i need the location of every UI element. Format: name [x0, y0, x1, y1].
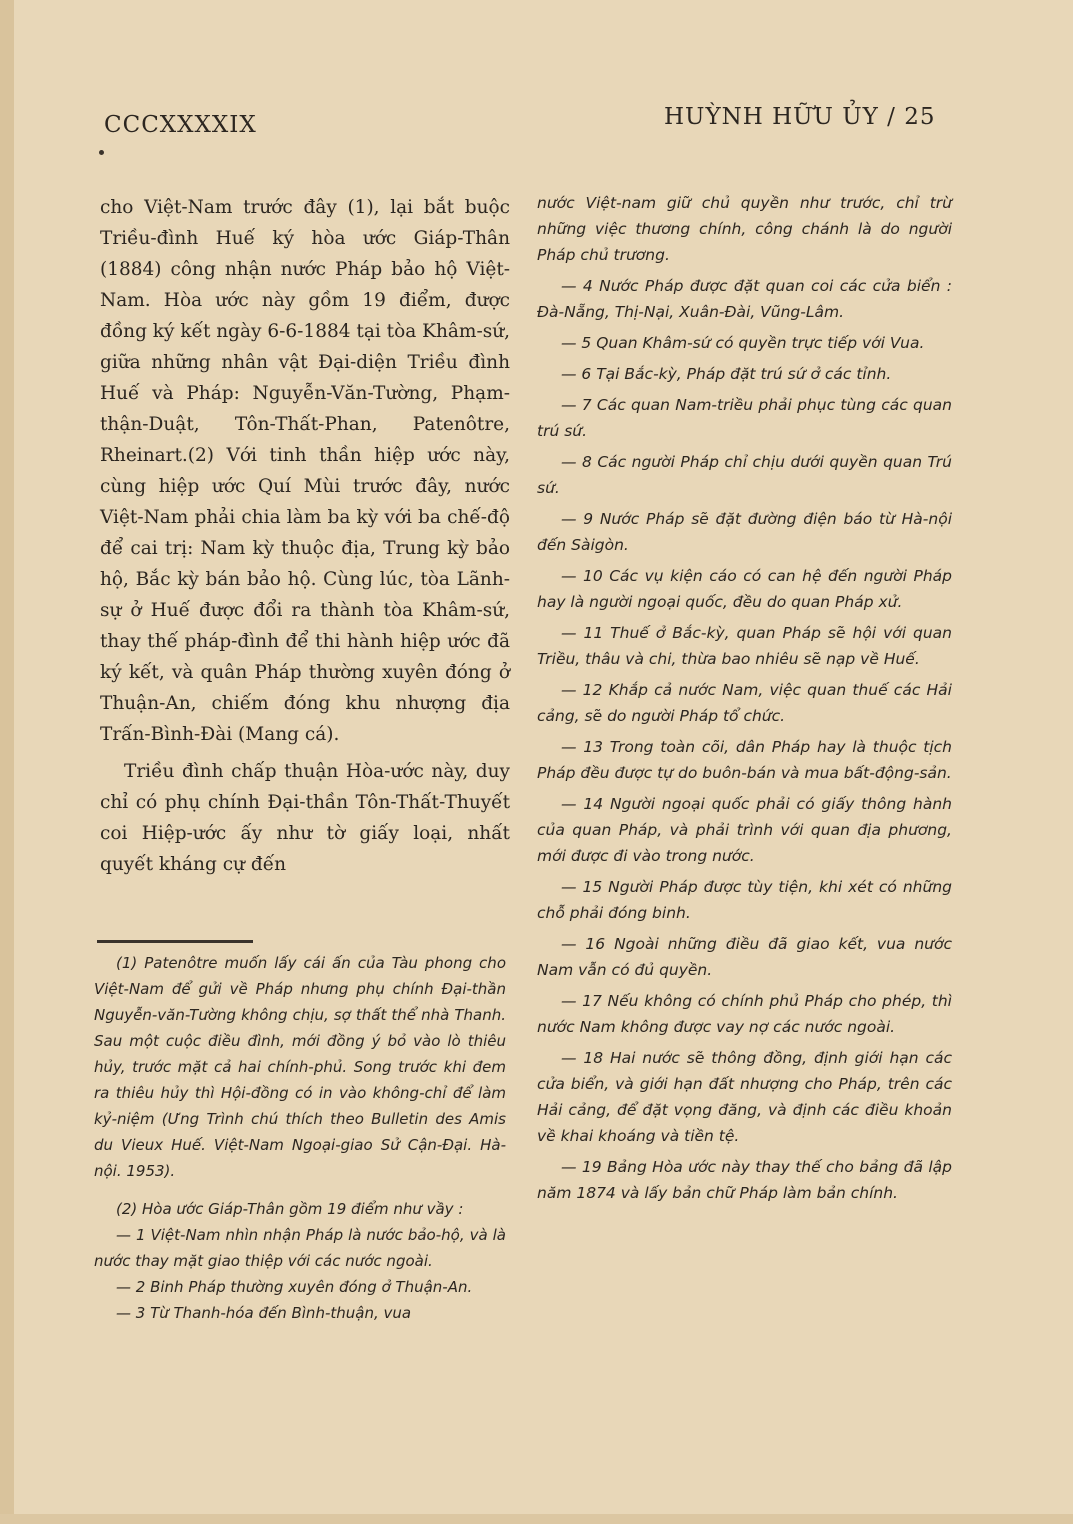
- running-header-right: HUỲNH HỮU ỦY / 25: [664, 104, 936, 130]
- treaty-item: — 19 Bảng Hòa ước này thay thế cho bảng đã lập năm 1874 và lấy bản chữ Pháp làm bản chính.: [537, 1158, 952, 1202]
- treaty-item: — 17 Nếu không có chính phủ Pháp cho phép, thì nước Nam không được vay nợ các nước ngoài.: [537, 992, 952, 1036]
- treaty-item: — 16 Ngoài những điều đã giao kết, vua nước Nam vẫn có đủ quyền.: [537, 935, 952, 979]
- footnote-2-intro: (2) Hòa ước Giáp-Thân gồm 19 điểm như vầy :: [116, 1200, 464, 1218]
- ink-dot: [99, 150, 104, 155]
- treaty-item: — 7 Các quan Nam-triều phải phục tùng các quan trú sứ.: [537, 396, 952, 440]
- treaty-item: — 4 Nước Pháp được đặt quan coi các cửa biển : Đà-Nẵng, Thị-Nại, Xuân-Đài, Vũng-Lâm.: [537, 277, 952, 321]
- treaty-item: — 14 Người ngoại quốc phải có giấy thông hành của quan Pháp, và phải trình với quan địa phương, mới được đi vào trong nước.: [537, 795, 952, 865]
- treaty-item: — 6 Tại Bắc-kỳ, Pháp đặt trú sứ ở các tỉnh.: [561, 365, 892, 383]
- treaty-item: — 9 Nước Pháp sẽ đặt đường điện báo từ Hà-nội đến Sàigòn.: [537, 510, 952, 554]
- footnote-rule: [97, 940, 253, 943]
- treaty-item: — 10 Các vụ kiện cáo có can hệ đến người Pháp hay là người ngoại quốc, đều do quan Pháp xử.: [537, 567, 952, 611]
- treaty-item: — 15 Người Pháp được tùy tiện, khi xét có những chỗ phải đóng binh.: [537, 878, 952, 922]
- treaty-item: — 3 Từ Thanh-hóa đến Bình-thuận, vua: [116, 1304, 412, 1322]
- body-paragraph-2: Triều đình chấp thuận Hòa-ước này, duy chỉ có phụ chính Đại-thần Tôn-Thất-Thuyết coi Hiệp-ước ấy như tờ giấy loại, nhất quyết kháng cự đến: [100, 761, 510, 875]
- treaty-item: nước Việt-nam giữ chủ quyền như trước, chỉ trừ những việc thương chính, công chánh là do người Pháp chủ trương.: [537, 194, 952, 264]
- treaty-item: — 11 Thuế ở Bắc-kỳ, quan Pháp sẽ hội với quan Triều, thâu và chi, thừa bao nhiêu sẽ nạp về Huế.: [537, 624, 952, 668]
- main-text-column: [100, 192, 510, 880]
- treaty-item: — 2 Binh Pháp thường xuyên đóng ở Thuận-An.: [116, 1278, 473, 1296]
- running-header-left: CCCXXXXIX: [104, 112, 257, 138]
- footnote-1: (1) Patenôtre muốn lấy cái ấn của Tàu phong cho Việt-Nam để gửi về Pháp nhưng phụ chính Đại-thần Nguyễn-văn-Tường không chịu, sợ thất thể nhà Thanh. Sau một cuộc điều đình, mới đồng ý bỏ vào lò thiêu hủy, trước mặt cả hai chính-phủ. Song trước khi đem ra thiêu hủy thì Hội-đồng có in vào không-chỉ để làm kỷ-niệm (Ưng Trình chú thích theo Bulletin des Amis du Vieux Huế. Việt-Nam Ngoại-giao Sử Cận-Đại. Hà-nội. 1953).: [94, 954, 506, 1180]
- treaty-item: — 8 Các người Pháp chỉ chịu dưới quyền quan Trú sứ.: [537, 453, 952, 497]
- page-edge-left: [0, 0, 14, 1524]
- treaty-item: — 13 Trong toàn cõi, dân Pháp hay là thuộc tịch Pháp đều được tự do buôn-bán và mua bất-động-sản.: [537, 738, 952, 782]
- treaty-item: — 18 Hai nước sẽ thông đồng, định giới hạn các cửa biển, và giới hạn đất nhượng cho Pháp, trên các Hải cảng, để đặt vọng đăng, và định các điều khoản về khai khoáng và tiền tệ.: [537, 1049, 952, 1145]
- treaty-item: — 1 Việt-Nam nhìn nhận Pháp là nước bảo-hộ, và là nước thay mặt giao thiệp với các nước ngoài.: [94, 1226, 506, 1270]
- footnote-continuation-column: [537, 190, 952, 1211]
- page-edge-bottom: [0, 1514, 1073, 1524]
- treaty-item: — 12 Khắp cả nước Nam, việc quan thuế các Hải cảng, sẽ do người Pháp tổ chức.: [537, 681, 952, 725]
- footnotes-block: [94, 950, 506, 1326]
- body-paragraph-1: cho Việt-Nam trước đây (1), lại bắt buộc Triều-đình Huế ký hòa ước Giáp-Thân (1884) công nhận nước Pháp bảo hộ Việt-Nam. Hòa ước này gồm 19 điểm, được đồng ký kết ngày 6-6-1884 tại tòa Khâm-sứ, giữa những nhân vật Đại-diện Triều đình Huế và Pháp: Nguyễn-Văn-Tường, Phạm-thận-Duật, Tôn-Thất-Phan, Patenôtre, Rheinart.(2) Với tinh thần hiệp ước này, cùng hiệp ước Quí Mùi trước đây, nước Việt-Nam phải chia làm ba kỳ với ba chế-độ để cai trị: Nam kỳ thuộc địa, Trung kỳ bảo hộ, Bắc kỳ bán bảo hộ. Cùng lúc, tòa Lãnh-sự ở Huế được đổi ra thành tòa Khâm-sứ, thay thế pháp-đình để thi hành hiệp ước đã ký kết, và quân Pháp thường xuyên đóng ở Thuận-An, chiếm đóng khu nhượng địa Trấn-Bình-Đài (Mang cá).: [100, 197, 510, 745]
- treaty-item: — 5 Quan Khâm-sứ có quyền trực tiếp với Vua.: [561, 334, 925, 352]
